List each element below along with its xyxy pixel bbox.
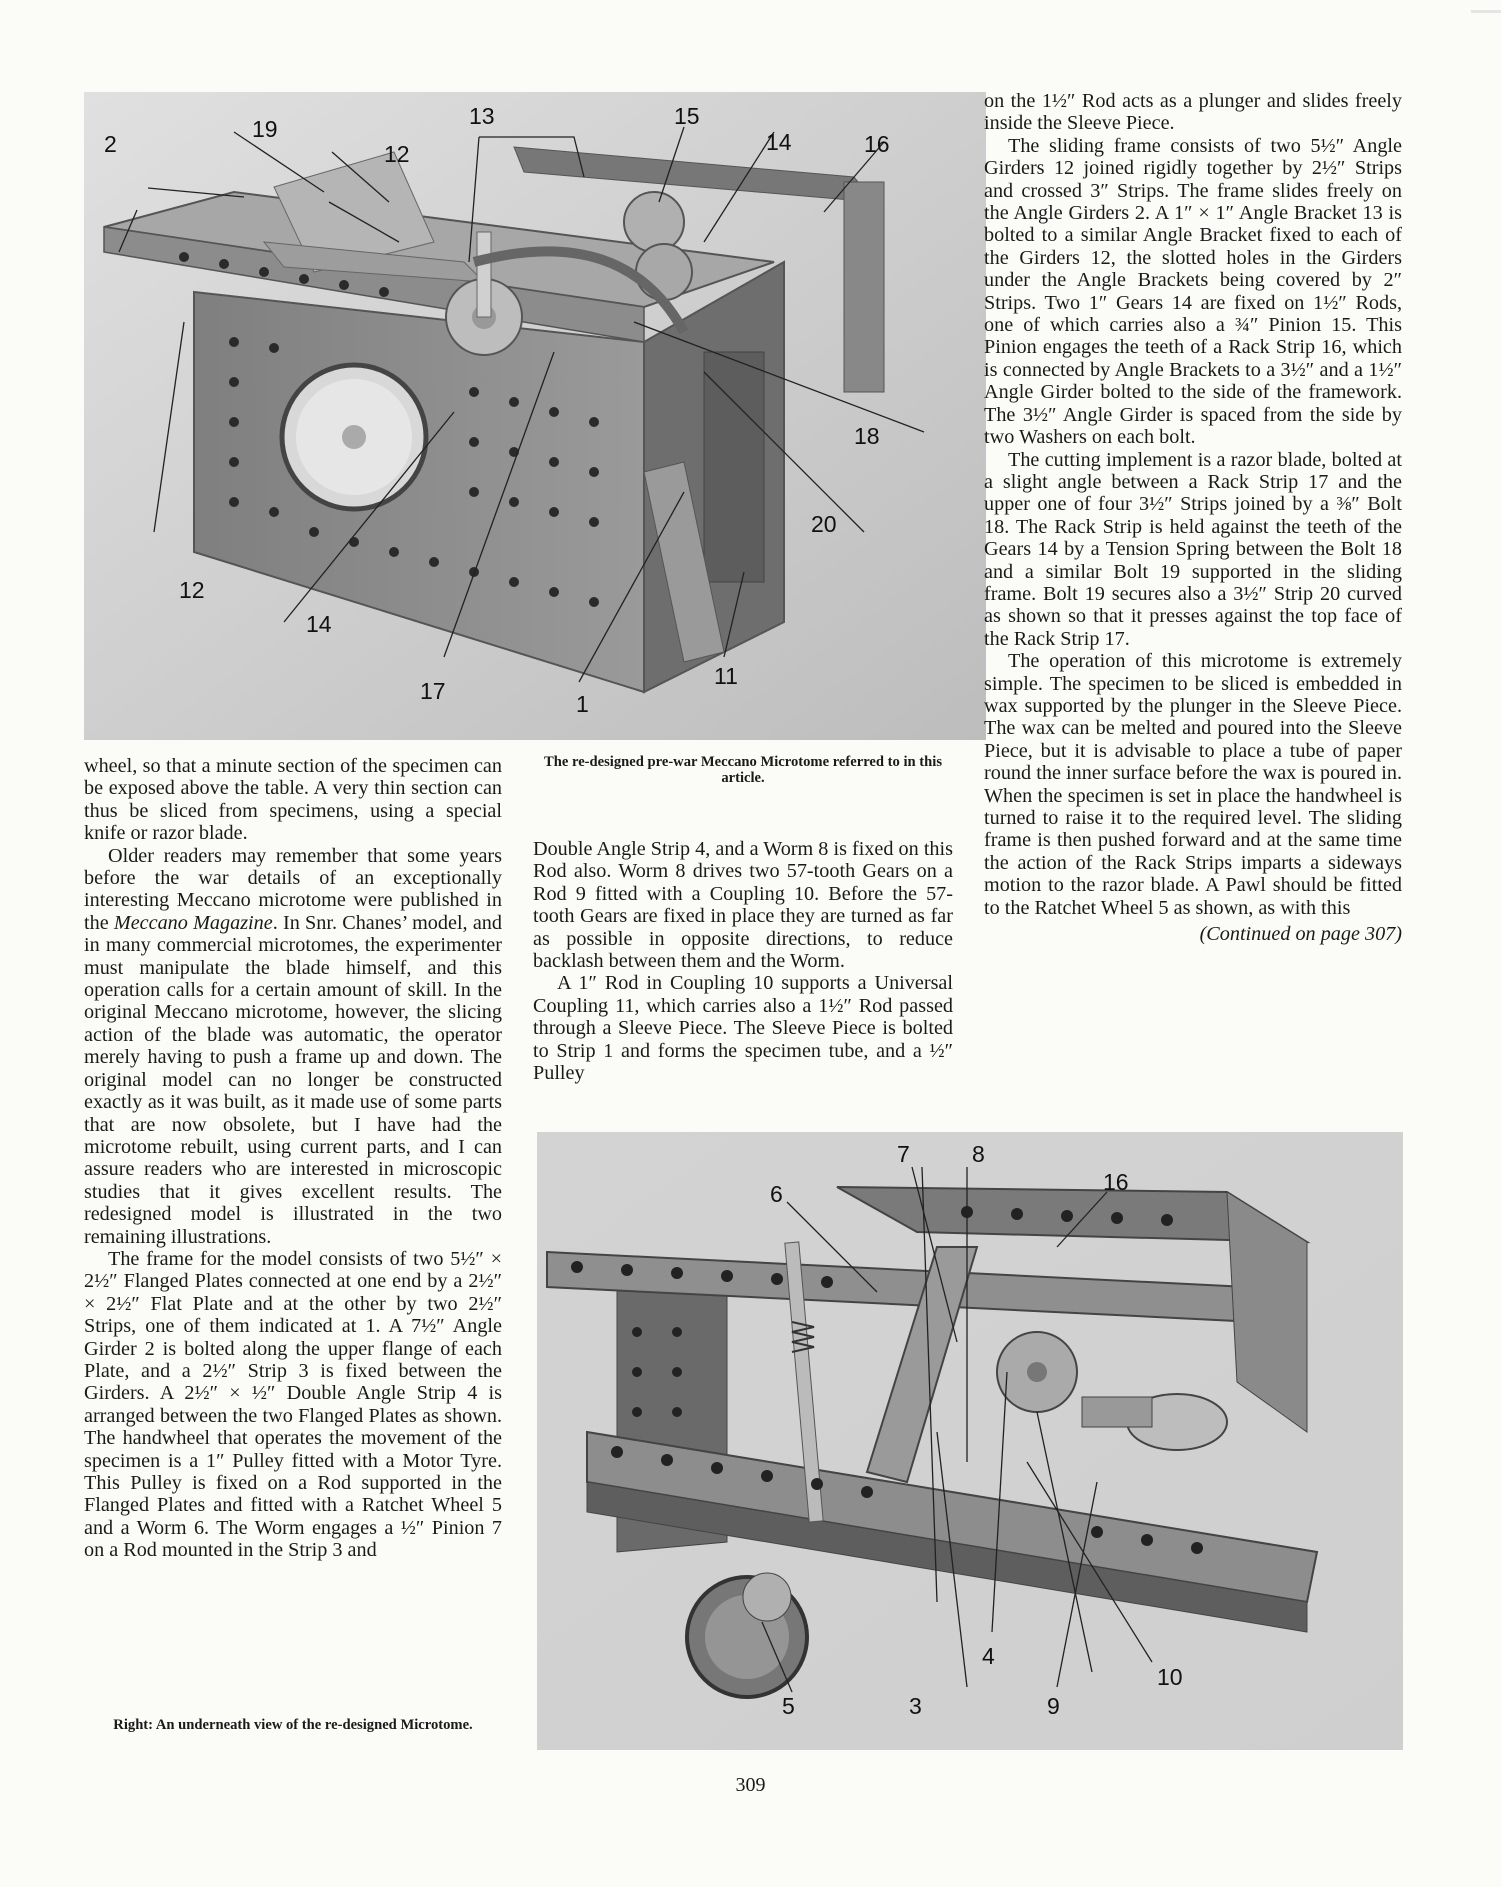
callout-5: 5 <box>782 1693 795 1719</box>
col3-paragraph-1: on the 1½″ Rod acts as a plunger and slides freely inside the Sleeve Piece. <box>984 90 1402 135</box>
callout-2: 2 <box>104 131 117 157</box>
figure-caption-top: The re-designed pre-war Meccano Microtome referred to in this article. <box>544 754 942 786</box>
col2-paragraph-2: A 1″ Rod in Coupling 10 supports a Universal Coupling 11, which carries also a 1½″ Rod passed through a Sleeve Piece. The Sleeve Piece is bolted to Strip 1 and forms the specimen tube, and a ½″ Pulley <box>533 972 953 1085</box>
col1-p2-text-a: Older readers may remember that some years before the war details of an exceptionally interesting Meccano microtome were published in the <box>84 844 502 934</box>
magazine-title: Meccano Magazine <box>113 911 273 934</box>
callout-19: 19 <box>252 116 278 142</box>
callout-14b: 14 <box>306 611 332 637</box>
callout-9: 9 <box>1047 1693 1060 1719</box>
callout-15: 15 <box>674 103 700 129</box>
callout-20: 20 <box>811 511 837 537</box>
text-column-3 <box>984 90 1402 945</box>
continued-note[interactable]: (Continued on page 307) <box>1199 923 1402 946</box>
callout-17: 17 <box>420 678 446 704</box>
callout-18: 18 <box>854 423 880 449</box>
callout-14: 14 <box>766 129 792 155</box>
col2-paragraph-1: Double Angle Strip 4, and a Worm 8 is fixed on this Rod also. Worm 8 drives two 57-tooth Gears on a Rod 9 fitted with a Coupling 10. Before the 57-tooth Gears are fixed in place they are turned as far as possible in opposite directions, to reduce backlash between them and the Worm. <box>533 838 953 973</box>
photo-microtome-top <box>84 92 986 740</box>
callout-6: 6 <box>770 1181 783 1207</box>
callout-8: 8 <box>972 1141 985 1167</box>
col3-paragraph-2: The sliding frame consists of two 5½″ Angle Girders 12 joined rigidly together by 2½″ Strips and crossed 3″ Strips. The frame slides freely on the Angle Girders 2. A 1″ × 1″ Angle Bracket 13 is bolted to a similar Angle Bracket fixed to each of the Girders 12, the slotted holes in the Girders under the Angle Brackets being covered by 2″ Strips. Two 1″ Gears 14 are fixed on 1½″ Rods, one of which carries also a ¾″ Pinion 15. This Pinion engages the teeth of a Rack Strip 16, which is connected by Angle Brackets to a 3½″ and a 1½″ Angle Girder bolted to the side of the framework. The 3½″ Angle Girder is spaced from the side by two Washers on each bolt. <box>984 134 1402 449</box>
col3-paragraph-4: The operation of this microtome is extremely simple. The specimen to be sliced is embedded in wax supported by the plunger in the Sleeve Piece. The wax can be melted and poured into the Sleeve Piece, but it is advisable to place a tube of paper round the inner surface before the wax is poured in. When the specimen is set in place the handwheel is turned to raise it to the required level. The sliding frame is then pushed forward and at the same time the action of the Rack Strips imparts a sideways motion to the razor blade. A Pawl should be fitted to the Ratchet Wheel 5 as shown, as with this <box>984 650 1402 919</box>
callout-4: 4 <box>982 1643 995 1669</box>
text-column-2 <box>533 838 953 1084</box>
callout-7: 7 <box>897 1141 910 1167</box>
col1-p2-text-b: . In Snr. Chanes’ model, and in many commercial microtomes, the experimenter must manipulate the blade himself, and this operation calls for a certain amount of skill. In the original Meccano microtome, however, the slicing action of the blade was automatic, the operator merely having to push a frame up and down. The original model can no longer be constructed exactly as it was built, as it made use of some parts that are now obsolete, but I have had the microtome rebuilt, using current parts, and I can assure readers who are interested in microscopic studies that it gives excellent results. The redesigned model is illustrated in the two remaining illustrations. <box>84 911 502 1248</box>
figure-caption-bottom: Right: An underneath view of the re-designed Microtome. <box>113 1717 473 1733</box>
callout-12: 12 <box>384 141 410 167</box>
callout-10: 10 <box>1157 1664 1183 1690</box>
margin-mark <box>1471 10 1501 13</box>
callout-12b: 12 <box>179 577 205 603</box>
callout-11: 11 <box>714 663 738 689</box>
callout-16: 16 <box>864 131 890 157</box>
col3-paragraph-3: The cutting implement is a razor blade, bolted at a slight angle between a Rack Strip 17 and the upper one of four 3½″ Strips joined by a ⅜″ Bolt 18. The Rack Strip is held against the teeth of the Gears 14 by a Tension Spring between the Bolt 18 and a similar Bolt 19 supported in the sliding frame. Bolt 19 secures also a 3½″ Strip 20 curved as shown so that it presses against the top face of the Rack Strip 17. <box>984 448 1402 650</box>
callout-3: 3 <box>909 1693 922 1719</box>
figure-microtome-top-view <box>84 92 986 740</box>
callout-16b: 16 <box>1103 1169 1129 1195</box>
callout-13: 13 <box>469 103 495 129</box>
photo-microtome-underneath <box>537 1132 1403 1750</box>
col1-paragraph-2 <box>84 845 502 1248</box>
callout-1: 1 <box>576 691 589 717</box>
page-number: 309 <box>735 1774 766 1796</box>
col1-paragraph-1: wheel, so that a minute section of the specimen can be exposed above the table. A very thin section can thus be sliced from specimens, using a special knife or razor blade. <box>84 755 502 845</box>
text-column-1 <box>84 755 502 1562</box>
col1-paragraph-3: The frame for the model consists of two 5½″ × 2½″ Flanged Plates connected at one end by a 2½″ × 2½″ Flat Plate and at the other by two 2½″ Strips, one of them indicated at 1. A 7½″ Angle Girder 2 is bolted along the upper flange of each Plate, and a 2½″ Strip 3 is fixed between the Girders. A 2½″ × ½″ Double Angle Strip 4 is arranged between the two Flanged Plates as shown. The handwheel that operates the movement of the specimen is a 1″ Pulley fitted with a Motor Tyre. This Pulley is fixed on a Rod supported in the Flanged Plates and fitted with a Ratchet Wheel 5 and a Worm 6. The Worm engages a ½″ Pinion 7 on a Rod mounted in the Strip 3 and <box>84 1247 502 1562</box>
figure-microtome-underneath <box>537 1132 1403 1750</box>
